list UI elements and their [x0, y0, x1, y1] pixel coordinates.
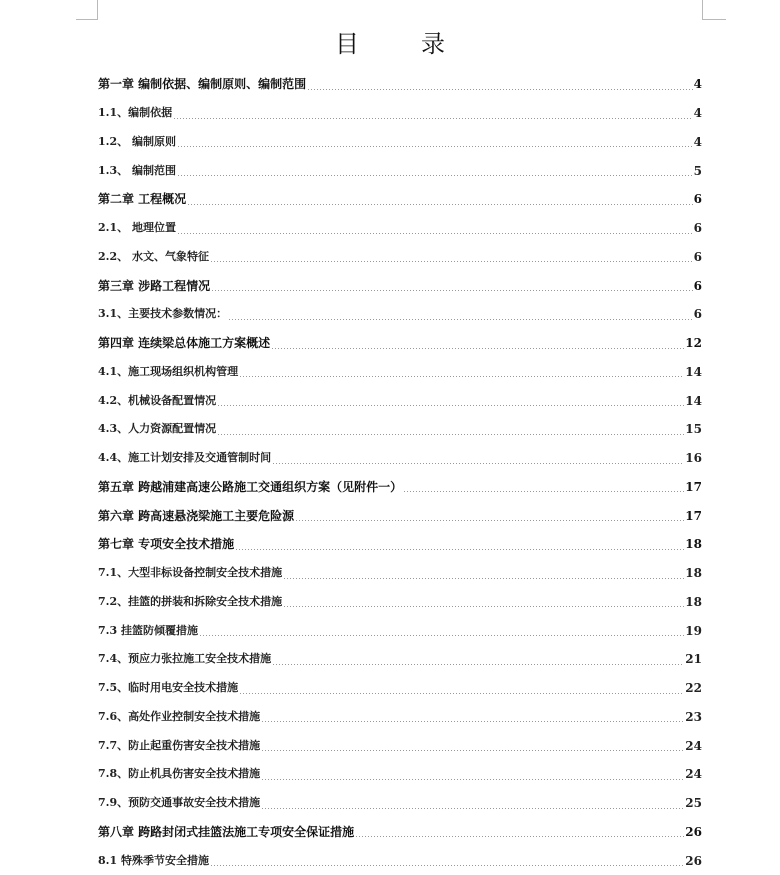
toc-entry-label: 7.9、预防交通事故安全技术措施 — [98, 796, 261, 810]
toc-entry[interactable] — [98, 156, 702, 185]
title-char-2: 录 — [421, 30, 445, 58]
toc-entry-label: 第二章 工程概况 — [98, 192, 187, 207]
toc-entry-label: 4.3、人力资源配置情况 — [98, 422, 217, 436]
toc-entry[interactable] — [98, 789, 702, 818]
toc-entry-label: 7.1、大型非标设备控制安全技术措施 — [98, 566, 283, 580]
toc-entry-page-number: 5 — [693, 163, 702, 178]
toc-dot-leader — [261, 779, 684, 780]
toc-entry-label: 7.6、高处作业控制安全技术措施 — [98, 709, 261, 723]
toc-entry-page-number: 19 — [685, 623, 702, 638]
toc-entry-label: 2.2、 水文、气象特征 — [98, 249, 209, 263]
toc-entry-page-number: 4 — [693, 134, 702, 149]
toc-entry[interactable] — [98, 214, 702, 243]
title-char-1: 目 — [335, 30, 359, 58]
toc-entry-page-number: 18 — [685, 594, 702, 609]
crop-mark-left-horizontal — [76, 19, 98, 20]
toc-entry-page-number: 4 — [693, 106, 702, 121]
toc-dot-leader — [403, 491, 684, 492]
toc-entry[interactable] — [98, 645, 702, 674]
toc-dot-leader — [210, 865, 684, 866]
toc-entry-page-number: 6 — [693, 192, 702, 207]
toc-dot-leader — [272, 463, 684, 464]
toc-dot-leader — [217, 405, 684, 406]
toc-entry-label: 1.1、编制依据 — [98, 106, 173, 120]
crop-mark-right-vertical — [702, 0, 703, 20]
toc-entry[interactable] — [98, 473, 702, 502]
toc-dot-leader — [261, 721, 684, 722]
toc-entry-page-number: 6 — [693, 221, 702, 236]
toc-entry-label: 7.4、预应力张拉施工安全技术措施 — [98, 652, 272, 666]
toc-entry-page-number: 12 — [685, 336, 702, 351]
toc-entry-page-number: 18 — [685, 537, 702, 552]
toc-entry-page-number: 4 — [693, 77, 702, 92]
toc-entry[interactable] — [98, 415, 702, 444]
toc-entry-label: 7.8、防止机具伤害安全技术措施 — [98, 767, 261, 781]
table-of-contents — [98, 70, 702, 875]
toc-entry-label: 第一章 编制依据、编制原则、编制范围 — [98, 77, 307, 92]
toc-entry-page-number: 26 — [685, 853, 702, 868]
toc-entry-page-number: 26 — [685, 824, 702, 839]
toc-entry-label: 4.4、施工计划安排及交通管制时间 — [98, 451, 272, 465]
toc-dot-leader — [235, 549, 684, 550]
toc-entry[interactable] — [98, 703, 702, 732]
toc-entry-label: 第五章 跨越浦建高速公路施工交通组织方案（见附件一） — [98, 479, 403, 494]
toc-dot-leader — [228, 319, 693, 320]
toc-entry[interactable] — [98, 358, 702, 387]
toc-dot-leader — [177, 175, 693, 176]
toc-dot-leader — [307, 89, 692, 90]
toc-entry[interactable] — [98, 530, 702, 559]
toc-entry-page-number: 17 — [685, 479, 702, 494]
toc-entry-label: 4.1、施工现场组织机构管理 — [98, 364, 239, 378]
toc-entry[interactable] — [98, 185, 702, 214]
page-title — [0, 24, 780, 59]
toc-entry-page-number: 24 — [685, 738, 702, 753]
toc-dot-leader — [355, 836, 684, 837]
toc-dot-leader — [239, 376, 684, 377]
toc-entry[interactable] — [98, 846, 702, 875]
toc-entry[interactable] — [98, 271, 702, 300]
toc-dot-leader — [261, 750, 684, 751]
toc-entry-page-number: 22 — [685, 681, 702, 696]
toc-entry[interactable] — [98, 559, 702, 588]
toc-dot-leader — [199, 635, 684, 636]
toc-dot-leader — [211, 290, 692, 291]
toc-dot-leader — [261, 808, 684, 809]
toc-entry-page-number: 24 — [685, 767, 702, 782]
toc-entry-page-number: 17 — [685, 508, 702, 523]
toc-entry-label: 8.1 特殊季节安全措施 — [98, 853, 209, 867]
toc-dot-leader — [177, 146, 693, 147]
toc-entry-page-number: 18 — [685, 566, 702, 581]
toc-dot-leader — [173, 118, 693, 119]
toc-dot-leader — [295, 520, 684, 521]
toc-dot-leader — [272, 664, 684, 665]
toc-dot-leader — [239, 693, 684, 694]
toc-entry-label: 第六章 跨高速悬浇梁施工主要危险源 — [98, 508, 295, 523]
toc-entry-page-number: 6 — [693, 278, 702, 293]
toc-entry-page-number: 25 — [685, 796, 702, 811]
toc-entry-label: 2.1、 地理位置 — [98, 221, 176, 235]
toc-entry-label: 1.3、 编制范围 — [98, 163, 176, 177]
toc-dot-leader — [210, 261, 693, 262]
toc-entry-label: 7.7、防止起重伤害安全技术措施 — [98, 738, 261, 752]
crop-mark-right-horizontal — [702, 19, 726, 20]
toc-entry[interactable] — [98, 386, 702, 415]
toc-entry-label: 1.2、 编制原则 — [98, 134, 176, 148]
toc-dot-leader — [187, 204, 692, 205]
toc-entry[interactable] — [98, 243, 702, 272]
toc-dot-leader — [177, 233, 693, 234]
toc-entry[interactable] — [98, 329, 702, 358]
toc-entry-page-number: 23 — [685, 709, 702, 724]
toc-entry-label: 第三章 涉路工程情况 — [98, 278, 211, 293]
toc-dot-leader — [283, 578, 684, 579]
toc-entry-label: 7.3 挂篮防倾覆措施 — [98, 623, 198, 637]
toc-entry-page-number: 6 — [693, 307, 702, 322]
toc-entry[interactable] — [98, 444, 702, 473]
toc-entry[interactable] — [98, 300, 702, 329]
toc-entry-label: 4.2、机械设备配置情况 — [98, 393, 217, 407]
toc-entry-page-number: 6 — [693, 249, 702, 264]
toc-dot-leader — [217, 434, 684, 435]
toc-entry-label: 第四章 连续梁总体施工方案概述 — [98, 336, 271, 351]
toc-entry-page-number: 15 — [685, 422, 702, 437]
toc-entry[interactable] — [98, 760, 702, 789]
toc-entry-page-number: 14 — [685, 393, 702, 408]
toc-entry-page-number: 14 — [685, 364, 702, 379]
toc-entry-label: 第七章 专项安全技术措施 — [98, 537, 235, 552]
toc-entry-label: 7.5、临时用电安全技术措施 — [98, 681, 239, 695]
toc-entry-page-number: 21 — [685, 652, 702, 667]
toc-entry-label: 7.2、挂篮的拼装和拆除安全技术措施 — [98, 594, 283, 608]
toc-entry-label: 第八章 跨路封闭式挂篮法施工专项安全保证措施 — [98, 824, 355, 839]
toc-entry[interactable] — [98, 588, 702, 617]
toc-entry-page-number: 16 — [685, 451, 702, 466]
toc-entry[interactable] — [98, 70, 702, 99]
toc-dot-leader — [283, 606, 684, 607]
toc-entry[interactable] — [98, 501, 702, 530]
toc-entry[interactable] — [98, 818, 702, 847]
toc-entry[interactable] — [98, 128, 702, 157]
toc-dot-leader — [271, 348, 684, 349]
toc-entry[interactable] — [98, 731, 702, 760]
toc-entry[interactable] — [98, 674, 702, 703]
crop-mark-left-vertical — [97, 0, 98, 20]
toc-entry[interactable] — [98, 616, 702, 645]
toc-entry[interactable] — [98, 99, 702, 128]
toc-entry-label: 3.1、主要技术参数情况： — [98, 307, 228, 321]
